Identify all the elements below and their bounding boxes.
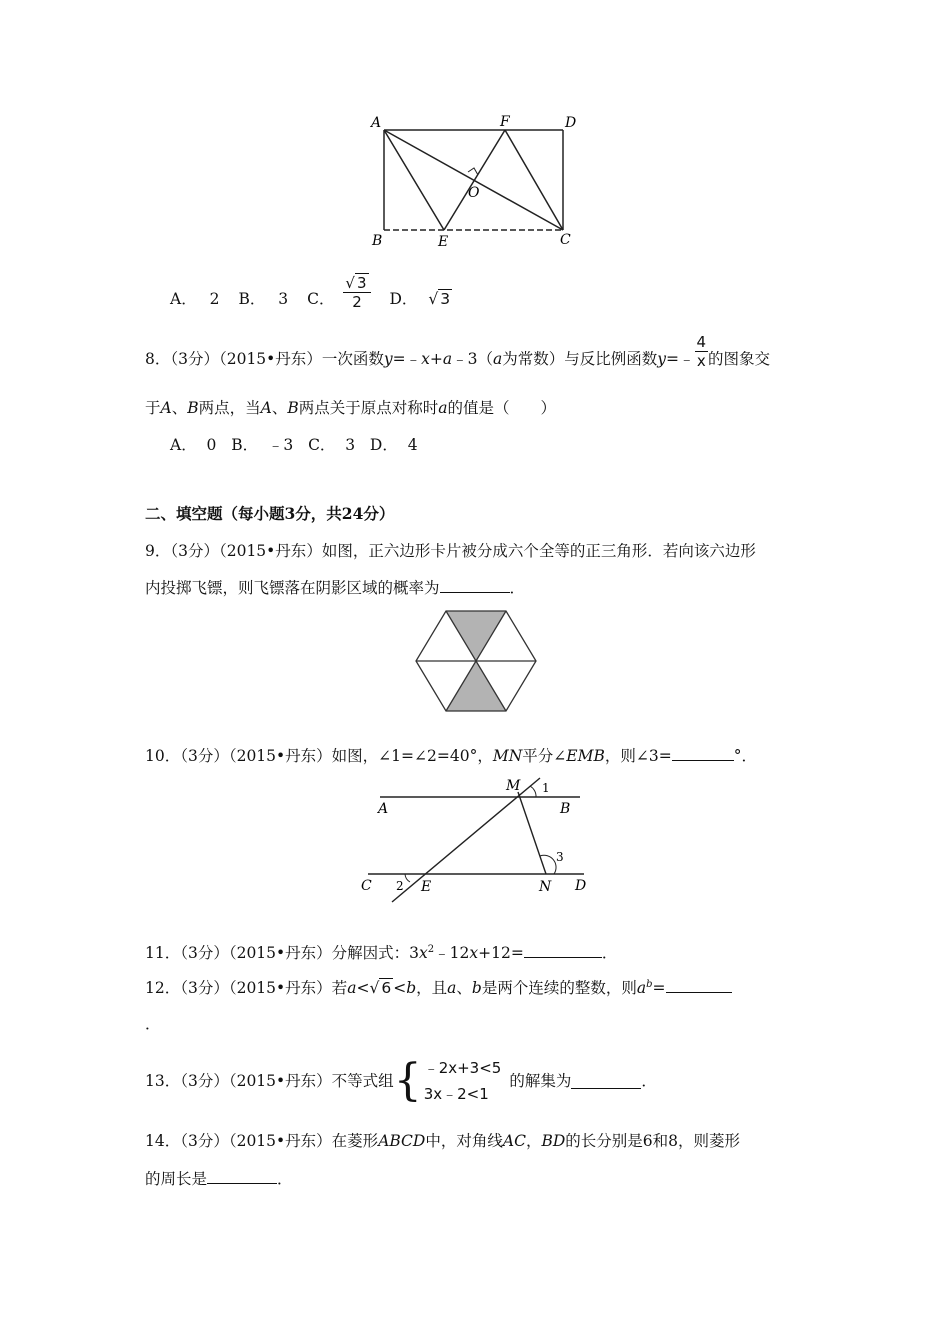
q7-option-b-label: B． — [238, 290, 266, 308]
q12-answer-blank[interactable] — [666, 978, 732, 993]
q14-line2: 的周长是 ． — [145, 1170, 293, 1188]
q8-options: A． 0 B． ﹣3 C． 3 D． 4 — [170, 436, 418, 454]
q11-answer-blank[interactable] — [524, 943, 602, 958]
q7-option-a-label: A． — [170, 290, 197, 308]
q10-answer-blank[interactable] — [672, 746, 734, 761]
label-B: B — [560, 801, 571, 817]
section-title: 二、填空题（每小题3分，共24分） — [145, 504, 395, 523]
label-O: O — [468, 185, 480, 201]
q14-answer-blank[interactable] — [207, 1169, 277, 1184]
q14-line1: 14．（3分）（2015•丹东）在菱形ABCD中，对角线AC，BD的长分别是6和8，则菱形 — [145, 1132, 741, 1150]
q11-line: 11．（3分）（2015•丹东）分解因式：$3x^2﹣12x+12=$ ． — [145, 944, 618, 963]
q7-options — [170, 273, 452, 311]
q7-option-b-value: 3 — [278, 290, 289, 308]
system-brace: { — [393, 1055, 422, 1106]
label-D: D — [575, 878, 587, 894]
q9-figure-hexagon — [410, 605, 542, 717]
inequality-system: ﹣2x+3<5 3x﹣2<1 — [423, 1059, 502, 1103]
label-2: 2 — [396, 879, 404, 893]
label-D: D — [565, 115, 577, 131]
label-1: 1 — [542, 781, 550, 795]
label-A: A — [371, 115, 382, 131]
q7-option-d-label: D． — [389, 290, 418, 308]
q7-option-c-numerator: 3 — [356, 273, 367, 292]
q7-option-c-fraction: $\frac{√ 3}{2}$ — [343, 274, 370, 311]
label-M: M — [506, 778, 521, 794]
label-C: C — [361, 878, 372, 894]
q12-line1: 12．（3分）（2015•丹东）若a<√ 6 <b，且a、b是两个连续的整数，则$a^b=$ — [145, 974, 732, 999]
q8-fraction: $\frac{4}{x}$ — [696, 332, 707, 370]
q12-line2: ． — [145, 1015, 161, 1033]
q13-line: 13．（3分）（2015•丹东）不等式组{ ﹣2x+3<5 3x﹣2<1 的解集为 ． — [145, 1055, 657, 1106]
q10-figure-parallel-lines — [358, 770, 598, 910]
q7-option-a-value: 2 — [209, 290, 220, 308]
q8-line1: 8．（3分）（2015•丹东）一次函数y=﹣x+a﹣3（a为常数）与反比例函数y=﹣ $\frac{4}{x}$ 的图象交 — [145, 332, 771, 370]
label-C: C — [560, 232, 571, 248]
q13-answer-blank[interactable] — [571, 1074, 641, 1089]
q7-option-d-value: √ 3 — [428, 290, 451, 308]
q9-line2: 内投掷飞镖，则飞镖落在阴影区域的概率为 ． — [145, 579, 526, 597]
label-E: E — [438, 234, 449, 250]
q9-answer-blank[interactable] — [440, 578, 510, 593]
label-N: N — [539, 879, 552, 895]
q8-line2: 于A、B两点，当A、B两点关于原点对称时a的值是（ ） — [145, 399, 557, 417]
label-F: F — [500, 114, 510, 130]
label-A: A — [378, 801, 389, 817]
q10-line: 10．（3分）（2015•丹东）如图，∠1=∠2=40°，MN平分∠EMB，则∠3= °． — [145, 747, 757, 765]
q7-option-c-label: C． — [307, 290, 335, 308]
q9-line1: 9．（3分）（2015•丹东）如图，正六边形卡片被分成六个全等的正三角形．若向该六边形 — [145, 542, 756, 560]
label-B: B — [372, 233, 383, 249]
q7-figure-rectangle — [360, 110, 590, 255]
q12-sqrt: √ 6 — [369, 979, 392, 998]
label-3: 3 — [556, 850, 564, 864]
label-E: E — [421, 879, 432, 895]
q7-option-c-denominator: 2 — [352, 292, 362, 311]
